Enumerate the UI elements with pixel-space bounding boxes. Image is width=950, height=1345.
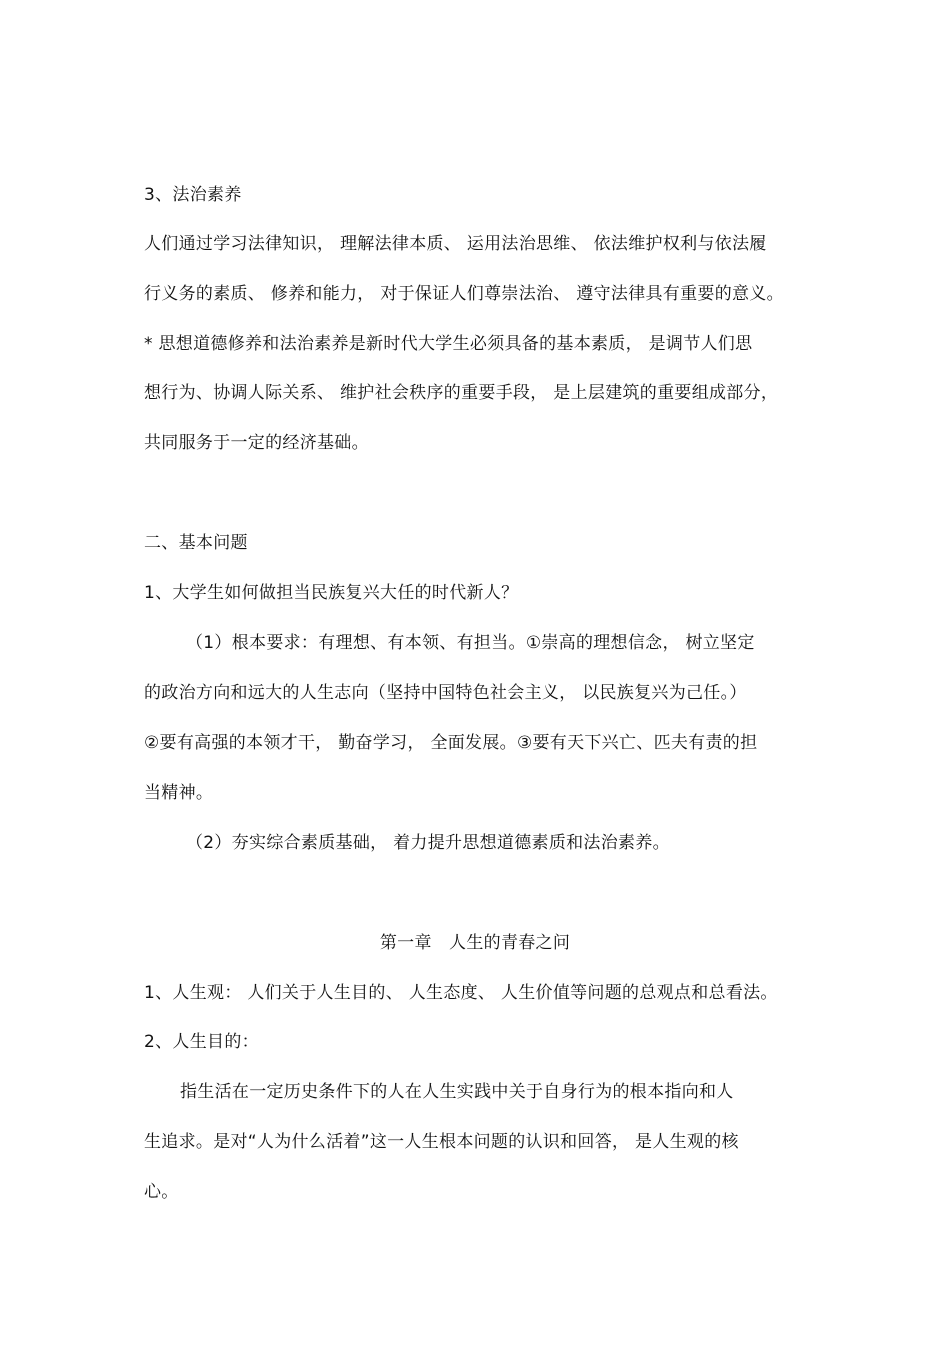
item-line: （2）夯实综合素质基础， 着力提升思想道德素质和法治素养。: [186, 833, 670, 853]
item-line: 的政治方向和远大的人生志向（坚持中国特色社会主义， 以民族复兴为己任。）: [144, 683, 747, 703]
note-line: 想行为、协调人际关系、 维护社会秩序的重要手段， 是上层建筑的重要组成部分，: [144, 383, 779, 403]
paragraph-line: 人们通过学习法律知识， 理解法律本质、 运用法治思维、 依法维护权利与依法履: [144, 234, 767, 254]
paragraph-line: 行义务的素质、 修养和能力， 对于保证人们尊崇法治、 遵守法律具有重要的意义。: [144, 284, 784, 304]
note-line: * 思想道德修养和法治素养是新时代大学生必须具备的基本素质， 是调节人们思: [144, 334, 753, 354]
definition-line: 生追求。是对“人为什么活着”这一人生根本问题的认识和回答， 是人生观的核: [144, 1132, 739, 1152]
chapter-title: 第一章 人生的青春之问: [379, 933, 571, 953]
definition-line: 心。: [144, 1182, 179, 1202]
item-line: 当精神。: [144, 783, 214, 803]
item-line: （1）根本要求：有理想、有本领、有担当。①崇高的理想信念， 树立坚定: [186, 633, 755, 653]
section-heading-fazhi: 3、法治素养: [144, 185, 242, 205]
note-line: 共同服务于一定的经济基础。: [144, 433, 369, 453]
definition-line: 1、人生观： 人们关于人生目的、 人生态度、 人生价值等问题的总观点和总看法。: [144, 983, 778, 1003]
section-heading-basic: 二、基本问题: [144, 533, 248, 553]
question-line: 1、大学生如何做担当民族复兴大任的时代新人？: [144, 583, 519, 603]
item-line: ②要有高强的本领才干， 勤奋学习， 全面发展。③要有天下兴亡、匹夫有责的担: [144, 733, 758, 753]
definition-heading: 2、人生目的：: [144, 1032, 259, 1052]
definition-line: 指生活在一定历史条件下的人在人生实践中关于自身行为的根本指向和人: [180, 1082, 734, 1102]
